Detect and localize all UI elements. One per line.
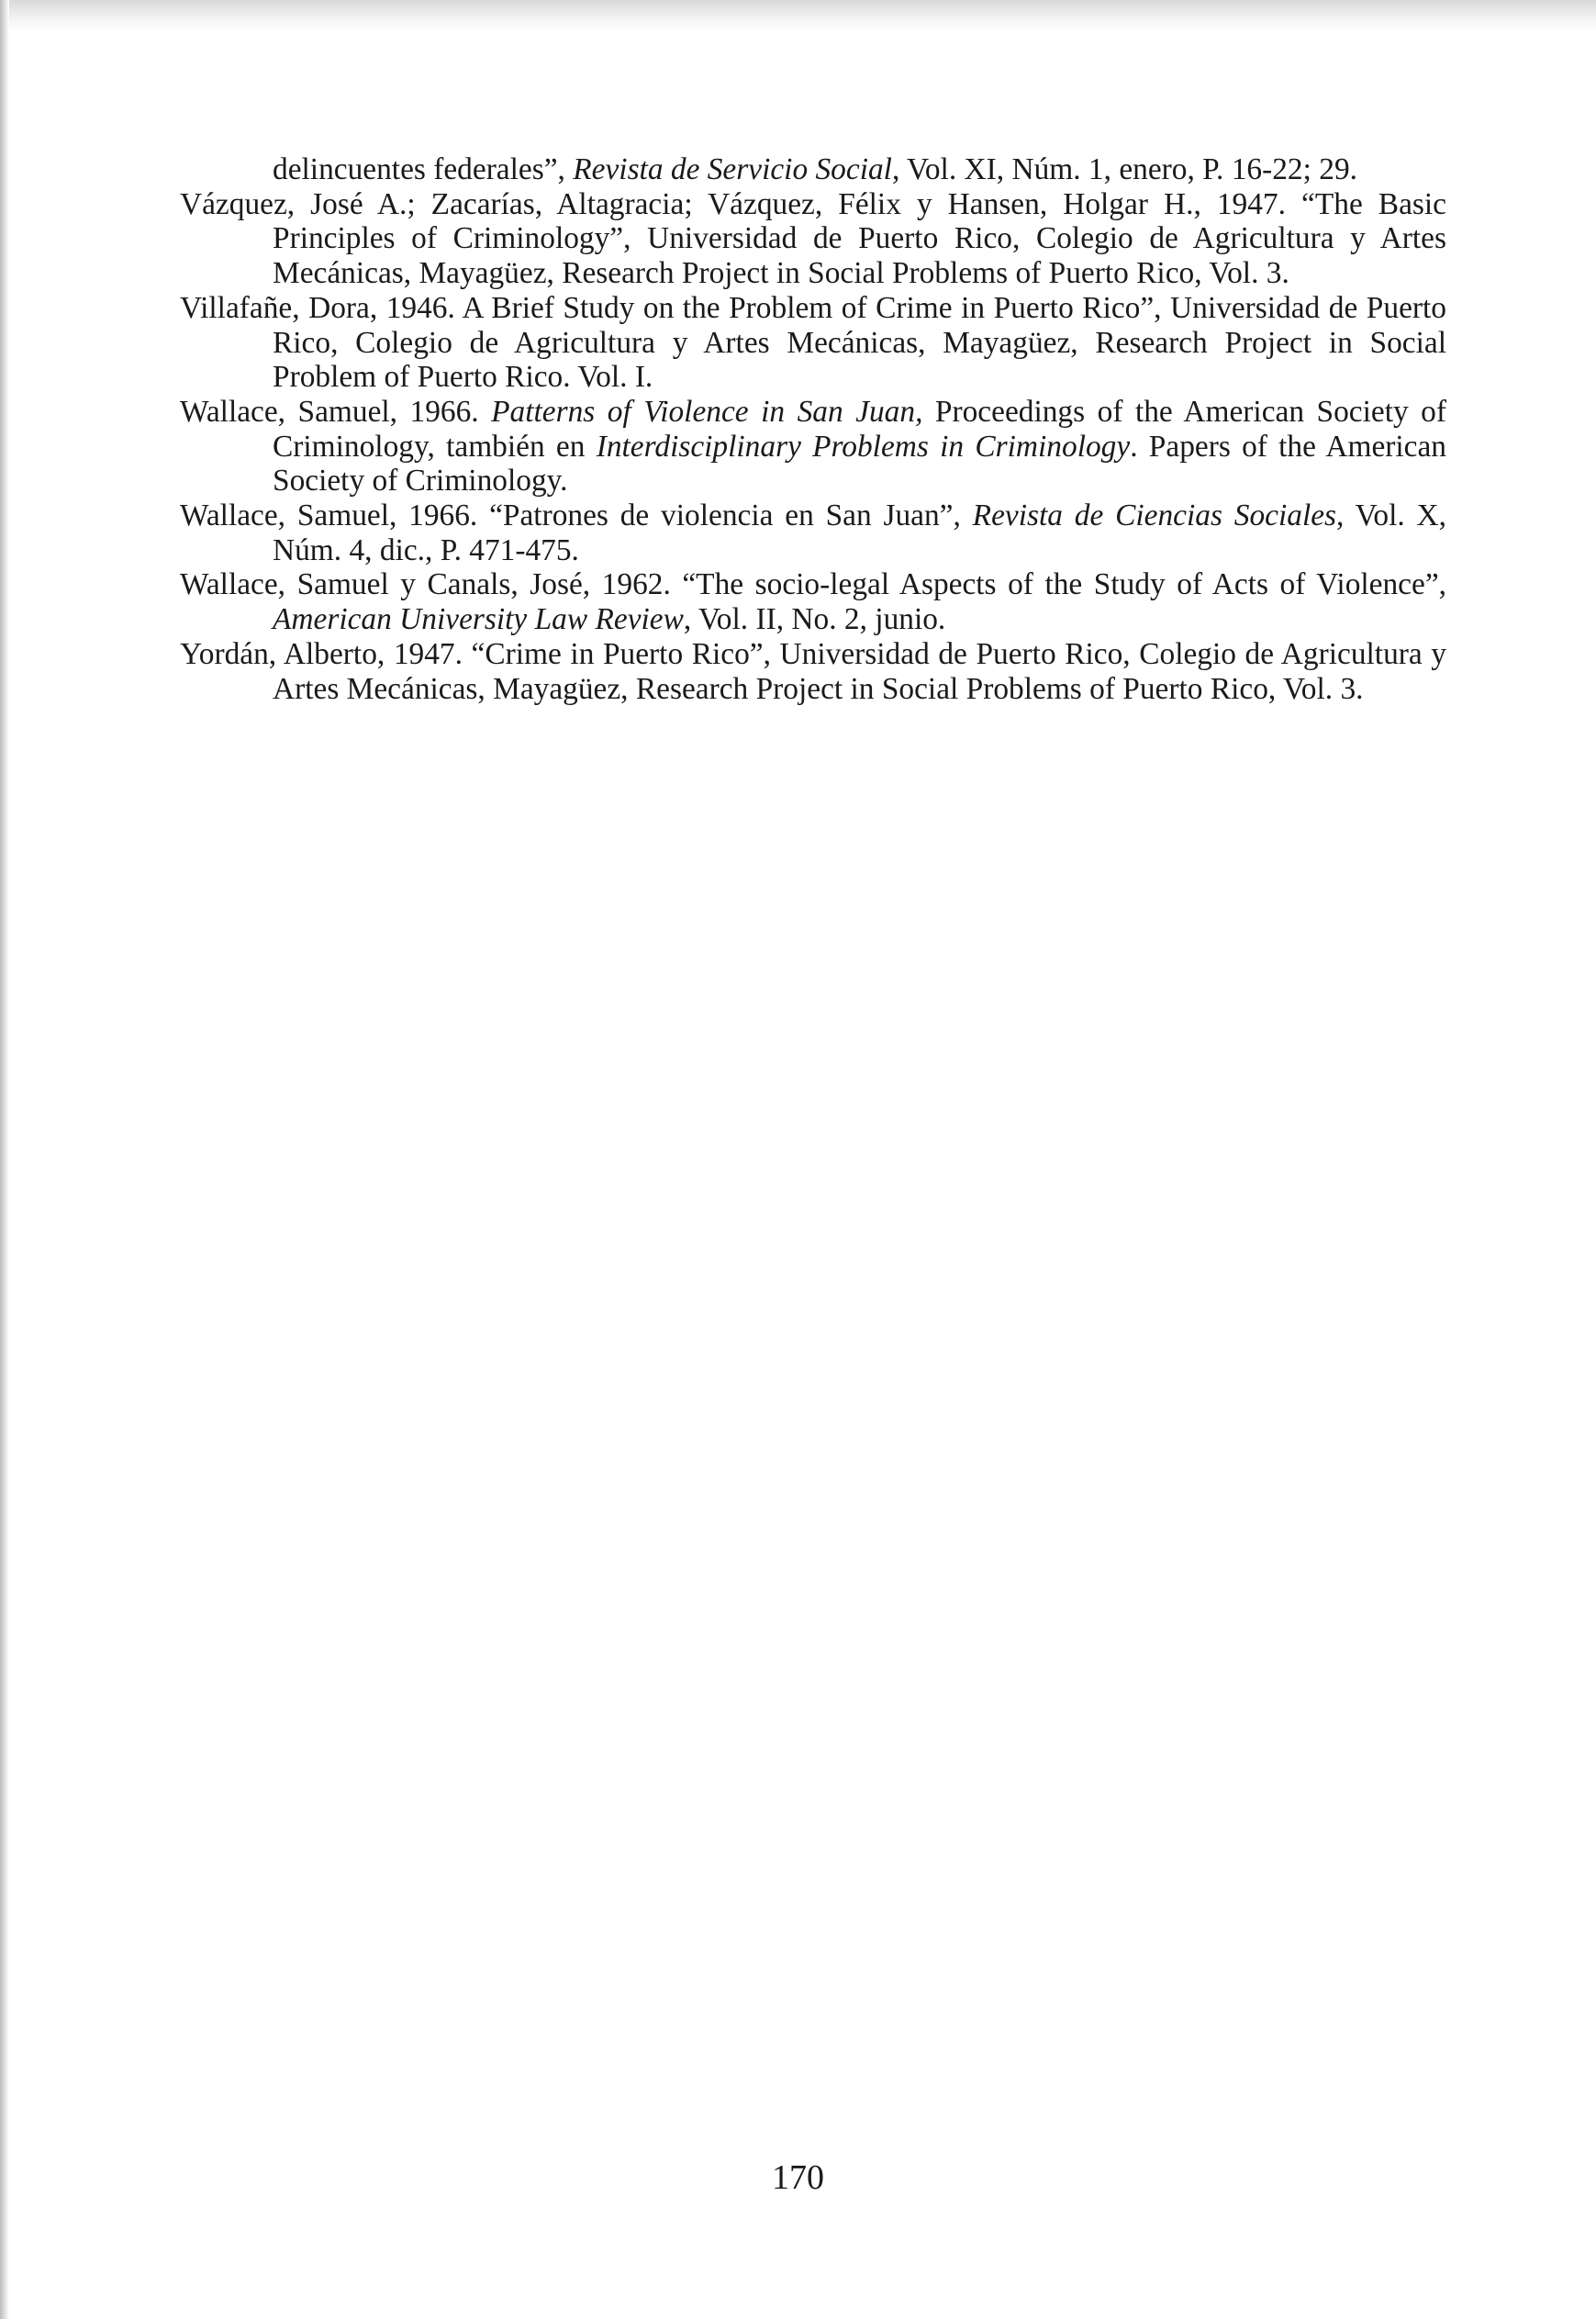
- reference-text: Wallace, Samuel y Canals, José, 1962. “The socio-legal Aspects of the Study of Acts of Violence”,: [180, 567, 1446, 602]
- reference-text: , Vol. II, No. 2, junio.: [683, 602, 946, 637]
- reference-entry: [180, 637, 1446, 706]
- reference-entry: [180, 395, 1446, 499]
- reference-text: Villafañe, Dora, 1946. A Brief Study on the Problem of Crime in Puerto Rico”, Universidad de Puerto Rico, Colegio de Agricultura y Artes Mecánicas, Mayagüez, Research Project in Social Problem of Puerto Rico. Vol. I.: [180, 290, 1446, 395]
- reference-text: Wallace, Samuel, 1966. “Patrones de violencia en San Juan”,: [180, 499, 973, 533]
- reference-text: Proceedings of the American Society of Criminology, también en: [273, 394, 1446, 464]
- reference-entry: [180, 567, 1446, 636]
- reference-text: . Papers of the American Society of Criminology.: [273, 429, 1447, 499]
- reference-text: , Vol. X, Núm. 4, dic., P. 471-475.: [273, 499, 1447, 567]
- reference-text: Yordán, Alberto, 1947. “Crime in Puerto Rico”, Universidad de Puerto Rico, Colegio de Agricultura y Artes Mecánicas, Mayagüez, Research Project in Social Problems of Puerto Rico, Vol. 3.: [180, 636, 1446, 706]
- reference-entry: [180, 499, 1446, 567]
- reference-text: Vázquez, José A.; Zacarías, Altagracia; Vázquez, Félix y Hansen, Holgar H., 1947. “The Basic Principles of Criminology”, Universidad de Puerto Rico, Colegio de Agricultura y Artes Mecánicas, Mayagüez, Research Project in Social Problems of Puerto Rico, Vol. 3.: [180, 186, 1446, 291]
- reference-entry: [180, 291, 1446, 395]
- reference-title-italic: Revista de Ciencias Sociales: [972, 499, 1337, 533]
- reference-text: Wallace, Samuel, 1966.: [180, 394, 492, 429]
- reference-title-italic: American University Law Review: [273, 602, 684, 637]
- page-number: 170: [772, 2158, 824, 2197]
- reference-entry: [180, 152, 1446, 187]
- reference-title-italic: Interdisciplinary Problems in Criminology: [596, 429, 1131, 464]
- scan-shadow-top: [0, 0, 1596, 31]
- reference-text: , Vol. XI, Núm. 1, enero, P. 16-22; 29.: [891, 152, 1357, 186]
- reference-entry: [180, 187, 1446, 291]
- reference-title-italic: Revista de Servicio Social: [573, 152, 892, 186]
- reference-text: delincuentes federales”,: [273, 152, 574, 186]
- bibliography-list: [180, 152, 1446, 706]
- scan-shadow-left: [0, 0, 9, 2319]
- reference-title-italic: Patterns of Violence in San Juan,: [491, 394, 923, 429]
